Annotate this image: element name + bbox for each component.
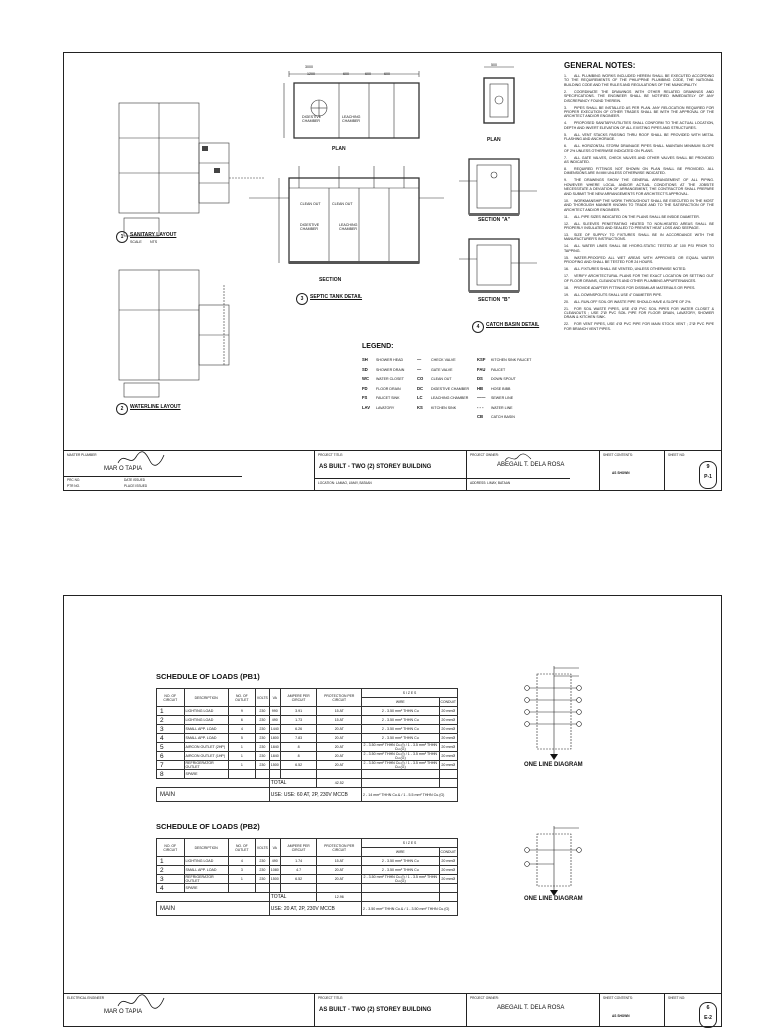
table-cell: 2 - 3.50 mm² THHN Cu bbox=[362, 707, 439, 716]
legend-item: — CHECK VALVE bbox=[417, 357, 456, 362]
legend-item: WC WATER CLOSET bbox=[362, 376, 404, 381]
leaching-chamber-label: LEACHING CHAMBER bbox=[342, 115, 361, 124]
owner-label-2: PROJECT OWNER: bbox=[470, 996, 499, 1000]
table-cell: 8 bbox=[280, 743, 317, 752]
catch-basin-section-a-drawing bbox=[459, 151, 539, 226]
table-cell: REFRIGERATOR OUTLET bbox=[184, 875, 228, 884]
table-cell: 2 bbox=[157, 716, 185, 725]
table-cell: 3 bbox=[157, 875, 185, 884]
general-note-item: 16. ALL FIXTURES SHALL BE VENTED, UNLESS OTHERWISE NOTED. bbox=[564, 267, 687, 272]
general-note-item: 11. ALL PIPE SIZES INDICATED ON THE PLANS SHALL BE INSIDE DIAMETER. bbox=[564, 214, 700, 219]
table-cell: 20 mmØ bbox=[439, 707, 458, 716]
detail-tag-3: 3 bbox=[296, 293, 308, 305]
table-row bbox=[157, 770, 458, 779]
general-note-item: 8. REQUIRED FITTINGS NOT SHOWN ON PLAN SHALL BE PROVIDED. ALL DIMENSIONS ARE IN MM UNLESS OTHERWISE INDICATED. bbox=[564, 167, 714, 176]
table-cell: 4 bbox=[228, 857, 255, 866]
detail-tag-4: 4 bbox=[472, 321, 484, 333]
place-label: PLACE ISSUED bbox=[124, 484, 148, 488]
main-row bbox=[157, 788, 458, 802]
table-cell: 230 bbox=[255, 707, 269, 716]
table-cell: 2 - 3.50 mm² THHN Cu bbox=[362, 857, 439, 866]
table-cell: 230 bbox=[255, 725, 269, 734]
contents-cell-2 bbox=[599, 994, 665, 1027]
table-row bbox=[157, 734, 458, 743]
main-wire: 2 - 3.50 mm² THHN Cu.& / 1 - 3.50 mm² THHN Cu.(G) bbox=[362, 902, 458, 916]
table-cell: 6.52 bbox=[280, 761, 317, 770]
total-value: 42.52 bbox=[317, 779, 362, 788]
legend-item: - - - WATER LINE bbox=[477, 404, 513, 410]
legend-item: — GATE VALVE bbox=[417, 366, 453, 372]
table-cell bbox=[280, 884, 317, 893]
one-line-diagram-1 bbox=[519, 666, 609, 761]
septic-section-label: SECTION bbox=[319, 277, 342, 283]
table-cell bbox=[317, 770, 362, 779]
septic-plan-label: PLAN bbox=[332, 146, 346, 152]
general-note-item: 3. PIPES SHALL BE INSTALLED AS PER PLAN. ANY RELOCATION REQUIRED FOR PROPER EXECUTION OF OTHER TRADES SHALL BE WITH THE APPROVAL OF THE ARCHITECT AND/OR ENGINEER. bbox=[564, 105, 714, 119]
pb2-schedule-table bbox=[156, 838, 458, 916]
address-label: ADDRESS: LIMAY, BATAAN bbox=[470, 481, 511, 485]
legend-item: DS DOWN SPOUT bbox=[477, 376, 516, 381]
general-note-item: 13. SIZE OF SUPPLY TO FIXTURES SHALL BE IN ACCORDANCE WITH THE MANUFACTURER'S INSTRUCTIONS. bbox=[564, 232, 714, 242]
table-cell: 4 bbox=[157, 884, 185, 893]
catch-basin-label: CATCH BASIN DETAIL bbox=[486, 322, 540, 328]
main-label: MAIN bbox=[157, 788, 270, 802]
general-note-item: 15. WATER-PROOFED ALL WET AREAS WITH APPROVED OR EQUAL WATER PROOFING AND SHALL BE TESTED FOR 24 HOURS. bbox=[564, 255, 714, 265]
project-title-cell bbox=[314, 451, 467, 491]
sheet-number-cell bbox=[664, 451, 722, 491]
table-cell: 8 bbox=[157, 770, 185, 779]
legend-item: FS FAUCET SINK bbox=[362, 395, 400, 400]
table-cell: 6.26 bbox=[280, 725, 317, 734]
total-value: 12.96 bbox=[317, 893, 362, 902]
pb1-title: SCHEDULE OF LOADS (PB1) bbox=[156, 672, 260, 681]
owner-name-2: ABEGAIL T. DELA ROSA bbox=[497, 1005, 565, 1011]
legend-col-2 bbox=[417, 357, 469, 414]
main-use: USE: USE: 60 AT, 2P, 230V MCCB bbox=[269, 788, 361, 802]
table-cell bbox=[228, 884, 255, 893]
engineer-role-label: MASTER PLUMBER bbox=[67, 453, 97, 457]
table-cell: 20 AT bbox=[317, 725, 362, 734]
table-cell: 2 - 3.50 mm² THHN Cu bbox=[362, 734, 439, 743]
table-cell: 3.91 bbox=[280, 707, 317, 716]
owner-name: ABEGAIL T. DELA ROSA bbox=[497, 462, 565, 468]
catch-plan-label: PLAN bbox=[487, 137, 501, 143]
table-cell: 15 AT bbox=[317, 857, 362, 866]
column-header: DESCRIPTION bbox=[184, 689, 228, 707]
sheet-number-badge-2 bbox=[699, 1002, 717, 1028]
location-label: LOCATION: LAMAO, LIMAY, BATAAN bbox=[318, 481, 372, 485]
detail-tag-2: 2 bbox=[116, 403, 128, 415]
sheet-number-2: 6 bbox=[706, 1005, 710, 1011]
project-title-label: PROJECT TITLE: bbox=[318, 453, 344, 457]
signature-image bbox=[116, 451, 166, 467]
table-cell bbox=[255, 884, 269, 893]
table-cell: 20 mmØ bbox=[439, 866, 458, 875]
section-a-label: SECTION "A" bbox=[478, 217, 510, 223]
table-cell: 3 bbox=[228, 866, 255, 875]
column-header: DESCRIPTION bbox=[184, 839, 228, 857]
table-cell: 1 bbox=[228, 752, 255, 761]
scale-as-shown-2: AS SHOWN bbox=[612, 1014, 630, 1018]
table-cell: 2 - 3.50 mm² THHN Cu bbox=[362, 725, 439, 734]
engineer-cell bbox=[64, 451, 242, 491]
scale-as-shown: AS SHOWN bbox=[612, 471, 630, 475]
table-cell: 1.74 bbox=[280, 857, 317, 866]
table-cell: 6 bbox=[157, 752, 185, 761]
table-cell: 1080 bbox=[269, 866, 280, 875]
general-note-item: 22. FOR VENT PIPES, USE 4"Ø PVC PIPE FOR MAIN STOCK VENT ; 2"Ø PVC PIPE FOR BRANCH VENT PIPES. bbox=[564, 322, 714, 331]
table-cell: 1 bbox=[157, 857, 185, 866]
column-header: VA bbox=[269, 839, 280, 857]
table-row bbox=[157, 884, 458, 893]
sheet-number-badge bbox=[699, 461, 717, 489]
owner-cell bbox=[466, 451, 570, 491]
general-note-item: 17. VERIFY ARCHITECTURAL PLANS FOR THE EXACT LOCATION OR SETTING OUT OF FLOOR DRAINS, CLEANOUTS AND OTHER PLUMBING APPURTENANCES. bbox=[564, 274, 714, 283]
septic-overall-dim: 3000 bbox=[305, 65, 313, 69]
table-cell: 1840 bbox=[269, 743, 280, 752]
table-cell: 4 bbox=[157, 734, 185, 743]
legend-item: CB CATCH BASIN bbox=[477, 414, 515, 419]
legend-item: SH SHOWER HEAD bbox=[362, 357, 404, 362]
table-cell: 20 AT bbox=[317, 761, 362, 770]
sheet-number-cell-2 bbox=[664, 994, 722, 1027]
general-note-item: 9. THE DRAWINGS SHOW THE GENERAL ARRANGEMENT OF ALL PIPING. HOWEVER WHERE LOCAL AND/OR ACTUAL CONDITIONS AT THE JOBSITE NECESSITATE A DEVIATION OF ARRANGEMENT, THE CONTRACTOR SHALL PREPARE AND SUBMIT THE NEW ARRANGEMENTS FOR ARCHITECT'S APPROVAL. bbox=[564, 178, 714, 196]
table-cell: 20 mmØ bbox=[439, 761, 458, 770]
table-cell bbox=[317, 884, 362, 893]
table-row bbox=[157, 725, 458, 734]
sheet-number: 9 bbox=[706, 464, 710, 470]
legend-item: FD FLOOR DRAIN bbox=[362, 385, 401, 391]
table-cell: 20 mmØ bbox=[439, 752, 458, 761]
sizes-header: S I Z E S bbox=[362, 839, 458, 848]
column-header: PROTECTION PER CIRCUIT bbox=[317, 839, 362, 857]
table-row bbox=[157, 761, 458, 770]
table-cell: 9 bbox=[228, 707, 255, 716]
septic-dim-1: 1200 bbox=[307, 72, 315, 76]
table-row bbox=[157, 743, 458, 752]
one-line-diagram-1-label: ONE LINE DIAGRAM bbox=[524, 762, 583, 768]
title-block bbox=[64, 450, 721, 491]
table-cell: 230 bbox=[255, 857, 269, 866]
legend-item: CO CLEAN OUT bbox=[417, 376, 452, 381]
general-note-item: 10. WORKMANSHIP THE WORK THROUGHOUT SHALL BE EXECUTED IN THE MOST AND THOROUGH MANNER KNOWN TO TRADE AND TO THE SATISFACTION OF THE ARCHITECT AND/OR ENGINEER. bbox=[564, 198, 714, 212]
project-title-cell-2 bbox=[314, 994, 467, 1027]
table-cell bbox=[439, 884, 458, 893]
column-header: CONDUIT bbox=[439, 848, 458, 857]
table-cell: 20 AT bbox=[317, 743, 362, 752]
table-row bbox=[157, 866, 458, 875]
table-cell: 230 bbox=[255, 743, 269, 752]
sheet-code: P-1 bbox=[704, 474, 712, 480]
table-cell: 7.83 bbox=[280, 734, 317, 743]
general-notes bbox=[564, 61, 714, 334]
table-cell: LIGHTING LOAD bbox=[184, 716, 228, 725]
sheet-no-label: SHEET NO: bbox=[668, 453, 686, 457]
column-header: CONDUIT bbox=[439, 698, 458, 707]
electrical-sheet bbox=[63, 595, 722, 1027]
project-title-2: AS BUILT - TWO (2) STOREY BUILDING bbox=[319, 1007, 432, 1013]
table-cell: LIGHTING LOAD bbox=[184, 857, 228, 866]
sheet-code-2: E-2 bbox=[704, 1015, 712, 1021]
table-cell: 1500 bbox=[269, 761, 280, 770]
table-cell: 6.52 bbox=[280, 875, 317, 884]
column-header: AMPERE PER CIRCUIT bbox=[280, 839, 317, 857]
main-row bbox=[157, 902, 458, 916]
general-note-item: 12. ALL SLEEVES PENETRATING HEATED TO NON-HEATED AREAS SHALL BE PROPERLY INSULATED AND SEALED TO PREVENT HEAT LOSS AND SEEPAGE. bbox=[564, 221, 714, 230]
table-cell: SMALL APP. LOAD bbox=[184, 866, 228, 875]
sizes-header: S I Z E S bbox=[362, 689, 458, 698]
table-cell: SMALL APP. LOAD bbox=[184, 734, 228, 743]
table-cell: 15 AT bbox=[317, 716, 362, 725]
column-header: WIRE bbox=[362, 848, 439, 857]
ptr-label: PTR NO. bbox=[67, 484, 80, 488]
date-label: DATE ISSUED bbox=[124, 478, 146, 482]
table-cell: 230 bbox=[255, 875, 269, 884]
general-note-item: 1. ALL PLUMBING WORKS INCLUDED HEREIN SHALL BE EXECUTED ACCORDING TO THE REQUIREMENTS OF THE PHILIPPINE PLUMBING CODE, THE NATIONAL BUILDING CODE AND THE RULES AND REGULATIONS OF THE MUNICIPALITY. bbox=[564, 74, 714, 87]
table-cell: 1 bbox=[228, 743, 255, 752]
contents-label-2: SHEET CONTENTS: bbox=[603, 996, 633, 1000]
main-use: USE: 20 AT, 2P, 230V MCCB bbox=[269, 902, 361, 916]
general-note-item: 2. COORDINATE THE DRAWINGS WITH OTHER RELATED DRAWINGS AND SPECIFICATIONS. THE ENGINEER SHALL BE NOTIFIED IMMEDIATELY OF ANY DISCREPANCY FOUND THEREIN. bbox=[564, 89, 714, 103]
general-note-item: 20. ALL RUN-OFF SOIL OR WASTE PIPE SHOULD HAVE A SLOPE OF 2%. bbox=[564, 299, 692, 304]
table-cell: SMALL APP. LOAD bbox=[184, 725, 228, 734]
general-note-item: 21. FOR SOIL WASTE PIPES, USE 4"Ø PVC SOIL PIPES FOR WATER CLOSET & CLEANOUTS ; USE 2"Ø PVC SOIL PIPE FOR FLOOR DRAIN, LAVATORY, SHOWER DRAIN & KITCHEN SINK. bbox=[564, 306, 714, 320]
nts-label: NTS bbox=[150, 240, 158, 244]
general-note-item: 14. ALL WATER LINES SHALL BE HYDRO-STATIC TESTED AT 100 PSI PRIOR TO TAPPING. bbox=[564, 244, 714, 253]
sheet-no-label-2: SHEET NO: bbox=[668, 996, 686, 1000]
project-title-label-2: PROJECT TITLE: bbox=[318, 996, 344, 1000]
sanitary-layout-label: SANITARY LAYOUT bbox=[130, 232, 177, 238]
table-cell: 20 AT bbox=[317, 875, 362, 884]
legend bbox=[362, 343, 552, 453]
legend-item: LAV LAVATORY bbox=[362, 404, 395, 410]
contents-cell bbox=[599, 451, 665, 491]
main-wire: 2 - 14 mm² THHN Cu.& / 1 - 5.5 mm² THHN Cu.(G) bbox=[362, 788, 458, 802]
column-header: VOLTS bbox=[255, 839, 269, 857]
clean-out-label-1: CLEAN OUT bbox=[300, 202, 321, 206]
clean-out-label-2: CLEAN OUT bbox=[332, 202, 353, 206]
general-note-item: 7. ALL GATE VALVES, CHECK VALVES AND OTHER VALVES SHALL BE PROVIDED AS INDICATED. bbox=[564, 155, 714, 165]
table-cell: 20 mmØ bbox=[439, 716, 458, 725]
project-title: AS BUILT - TWO (2) STOREY BUILDING bbox=[319, 464, 432, 470]
septic-dim-2: 600 bbox=[343, 72, 349, 76]
table-cell: 1500 bbox=[269, 875, 280, 884]
general-note-item: 4. PROPOSED SANITARY/UTILITIES SHALL CONFORM TO THE ACTUAL LOCATION, DEPTH AND INVERT ELEVATION OF ALL EXISTING PIPES AND STRUCTURES. bbox=[564, 121, 714, 130]
table-row bbox=[157, 875, 458, 884]
legend-item: KSF KITCHEN SINK FAUCET bbox=[477, 357, 532, 362]
column-header: PROTECTION PER CIRCUIT bbox=[317, 689, 362, 707]
table-cell bbox=[362, 770, 439, 779]
table-cell bbox=[280, 770, 317, 779]
table-cell: 2 - 3.50 mm² THHN Cu.(I) / 1 - 3.5 mm² THHN Cu.(G) bbox=[363, 752, 438, 760]
table-cell bbox=[228, 770, 255, 779]
catch-basin-section-b-drawing bbox=[459, 233, 539, 303]
owner-label: PROJECT OWNER: bbox=[470, 453, 499, 457]
general-note-item: 6. ALL HORIZONTAL STORM DRAINAGE PIPES SHALL MAINTAIN MINIMUM SLOPE OF 2% UNLESS OTHERWISE INDICATED ON PLANS. bbox=[564, 144, 714, 153]
table-cell: 20 mmØ bbox=[439, 857, 458, 866]
main-label: MAIN bbox=[157, 902, 270, 916]
digestive-chamber-label: DIGESTIVE CHAMBER bbox=[302, 115, 322, 124]
table-cell: 230 bbox=[255, 752, 269, 761]
total-label: TOTAL bbox=[269, 779, 317, 788]
legend-item: FAU FAUCET bbox=[477, 366, 506, 372]
table-cell: SPARE bbox=[184, 770, 228, 779]
contents-label: SHEET CONTENTS: bbox=[603, 453, 633, 457]
general-note-item: 19. ALL DOWNSPOUTS SHALL USE 4" DIAMETER PIPE. bbox=[564, 292, 663, 297]
general-note-item: 5. ALL VENT STACKS PASSING THRU ROOF SHALL BE PROVIDED WITH METAL FLASHING AND ANCHORAGE. bbox=[564, 132, 714, 142]
column-header: VOLTS bbox=[255, 689, 269, 707]
total-row bbox=[157, 893, 458, 902]
legend-col-3 bbox=[477, 357, 531, 424]
table-cell: 490 bbox=[269, 716, 280, 725]
section-digestive-label: DIGESTIVE CHAMBER bbox=[300, 223, 320, 232]
legend-item: LC LEACHING CHAMBER bbox=[417, 395, 469, 400]
engineer-name: MAR O TAPIA bbox=[104, 466, 143, 472]
table-cell: 5 bbox=[157, 743, 185, 752]
pb1-schedule-table bbox=[156, 688, 458, 802]
table-cell: 2 bbox=[157, 866, 185, 875]
waterline-layout-drawing bbox=[114, 265, 264, 405]
table-row bbox=[157, 752, 458, 761]
table-cell: 990 bbox=[269, 707, 280, 716]
scale-label: SCALE bbox=[130, 240, 142, 244]
table-cell: 2 - 3.50 mm² THHN Cu.(I) / 1 - 3.5 mm² THHN Cu.(G) bbox=[363, 761, 438, 769]
table-cell: 230 bbox=[255, 716, 269, 725]
engineer-name-2: MAR O TAPIA bbox=[104, 1009, 143, 1015]
table-cell: 2 - 3.50 mm² THHN Cu.(I) / 1 - 3.5 mm² THHN Cu.(G) bbox=[363, 743, 438, 751]
general-notes-title: GENERAL NOTES: bbox=[564, 61, 636, 70]
table-cell: 20 mmØ bbox=[439, 734, 458, 743]
column-header: NO. OF OUTLET bbox=[228, 689, 255, 707]
column-header: NO. OF CIRCUIT bbox=[157, 689, 185, 707]
waterline-layout-label: WATERLINE LAYOUT bbox=[130, 404, 181, 410]
table-cell: 3 bbox=[157, 725, 185, 734]
table-cell: 7 bbox=[157, 761, 185, 770]
table-row bbox=[157, 707, 458, 716]
catch-basin-dim: 500 bbox=[491, 63, 497, 67]
legend-item: DC DIGESTIVE CHAMBER bbox=[417, 385, 470, 391]
table-cell bbox=[269, 884, 280, 893]
pb2-title: SCHEDULE OF LOADS (PB2) bbox=[156, 822, 260, 831]
column-header: NO. OF OUTLET bbox=[228, 839, 255, 857]
general-notes-list bbox=[564, 74, 714, 331]
title-block-2 bbox=[64, 993, 721, 1027]
legend-item: KS KITCHEN SINK bbox=[417, 404, 457, 410]
septic-tank-section-drawing bbox=[239, 158, 449, 278]
septic-detail-label: SEPTIC TANK DETAIL bbox=[310, 294, 363, 300]
prc-label: PRC NO. bbox=[67, 478, 81, 482]
legend-item: HB HOSE BIBB bbox=[477, 385, 511, 391]
table-cell: 1440 bbox=[269, 725, 280, 734]
table-cell: 4 bbox=[228, 725, 255, 734]
section-b-label: SECTION "B" bbox=[478, 297, 510, 303]
table-cell: 1 bbox=[157, 707, 185, 716]
one-line-diagram-2 bbox=[519, 826, 609, 901]
table-cell bbox=[362, 884, 439, 893]
septic-dim-4: 600 bbox=[384, 72, 390, 76]
detail-tag-1: 1 bbox=[116, 231, 128, 243]
legend-title: LEGEND: bbox=[362, 343, 394, 350]
column-header: AMPERE PER CIRCUIT bbox=[280, 689, 317, 707]
table-cell: 2 - 3.50 mm² THHN Cu bbox=[362, 716, 439, 725]
septic-dim-3: 600 bbox=[365, 72, 371, 76]
table-cell: 1 bbox=[228, 875, 255, 884]
table-cell: 20 AT bbox=[317, 734, 362, 743]
table-cell: 20 AT bbox=[317, 866, 362, 875]
table-cell: 20 mmØ bbox=[439, 875, 458, 884]
table-cell: 4.7 bbox=[280, 866, 317, 875]
table-cell: 490 bbox=[269, 857, 280, 866]
table-cell bbox=[439, 770, 458, 779]
table-cell: LIGHTING LOAD bbox=[184, 707, 228, 716]
table-cell: 5 bbox=[228, 734, 255, 743]
general-note-item: 18. PROVIDE ADAPTER FITTINGS FOR DISSIMILAR MATERIALS OR PIPES. bbox=[564, 285, 696, 290]
engineer-cell-2 bbox=[64, 994, 242, 1027]
table-cell: 20 mmØ bbox=[439, 725, 458, 734]
table-cell: 15 AT bbox=[317, 707, 362, 716]
one-line-diagram-2-label: ONE LINE DIAGRAM bbox=[524, 896, 583, 902]
table-cell: 6 bbox=[228, 716, 255, 725]
section-leaching-label: LEACHING CHAMBER bbox=[339, 223, 358, 232]
plumbing-sheet bbox=[63, 52, 722, 491]
legend-col-1 bbox=[362, 357, 404, 414]
signature-image-2 bbox=[116, 994, 166, 1010]
column-header: WIRE bbox=[362, 698, 439, 707]
column-header: NO. OF CIRCUIT bbox=[157, 839, 185, 857]
table-cell: REFRIGERATOR OUTLET bbox=[184, 761, 228, 770]
table-cell: 8 bbox=[280, 752, 317, 761]
table-cell: 1.73 bbox=[280, 716, 317, 725]
table-cell: 2 - 3.50 mm² THHN Cu.(I) / 1 - 3.5 mm² THHN Cu.(G) bbox=[363, 875, 438, 883]
table-cell: 20 AT bbox=[317, 752, 362, 761]
legend-item: —— SEWER LINE bbox=[477, 395, 514, 400]
table-cell: AIRCON OUTLET (1HP) bbox=[184, 752, 228, 761]
legend-item: SD SHOWER DRAIN bbox=[362, 366, 405, 372]
table-cell: 1840 bbox=[269, 752, 280, 761]
table-cell: SPARE bbox=[184, 884, 228, 893]
table-cell: 2 - 3.50 mm² THHN Cu bbox=[362, 866, 439, 875]
table-row bbox=[157, 857, 458, 866]
table-cell: 230 bbox=[255, 734, 269, 743]
table-row bbox=[157, 716, 458, 725]
table-cell: 230 bbox=[255, 761, 269, 770]
table-cell bbox=[269, 770, 280, 779]
table-cell: 1800 bbox=[269, 734, 280, 743]
engineer-role-label-2: ELECTRICAL ENGINEER bbox=[67, 996, 105, 1000]
table-cell: AIRCON OUTLET (2HP) bbox=[184, 743, 228, 752]
catch-basin-plan-drawing bbox=[469, 63, 529, 143]
total-label: TOTAL bbox=[269, 893, 317, 902]
column-header: VA bbox=[269, 689, 280, 707]
total-row bbox=[157, 779, 458, 788]
table-cell bbox=[255, 770, 269, 779]
table-cell: 20 mmØ bbox=[439, 743, 458, 752]
table-cell: 230 bbox=[255, 866, 269, 875]
owner-cell-2 bbox=[466, 994, 570, 1027]
table-cell: 1 bbox=[228, 761, 255, 770]
